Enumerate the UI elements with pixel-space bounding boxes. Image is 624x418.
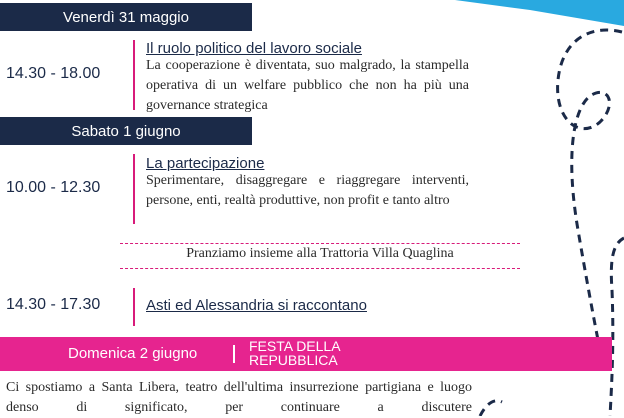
day-header-friday [0, 3, 252, 31]
session-title: Il ruolo politico del lavoro sociale [146, 40, 362, 57]
day-label: Venerdì 31 maggio [63, 8, 189, 26]
day-header-saturday [0, 117, 252, 145]
day-header-sunday [0, 337, 612, 371]
blue-corner-shape [455, 0, 624, 26]
session-time: 14.30 - 18.00 [6, 65, 101, 82]
session-time: 14.30 - 17.30 [6, 296, 101, 313]
session-title: La partecipazione [146, 155, 265, 172]
session-time: 10.00 - 12.30 [6, 179, 101, 196]
dashed-curve-right [610, 238, 624, 416]
session-divider [133, 40, 135, 110]
session-description: La cooperazione è diventata, suo malgrado, la stampella operativa di un welfare pubblico che non ha più una governance strategica [146, 58, 469, 113]
session-divider [133, 154, 135, 224]
day-label: Domenica 2 giugno [68, 345, 198, 362]
session-description: Sperimentare, disaggregare e riaggregare interventi, persone, enti, realtà produttive, non profit e tanto altro [146, 173, 469, 208]
session-divider [133, 288, 135, 326]
day-label: Sabato 1 giugno [71, 122, 181, 140]
closing-paragraph: Ci spostiamo a Santa Libera, teatro dell'ultima insurrezione partigiana e luogo denso di significato, per continuare a discutere [6, 380, 472, 415]
festa-label: FESTA DELLA REPUBBLICA [249, 338, 340, 368]
divider-dashed [120, 243, 520, 244]
divider-dashed [120, 268, 520, 269]
dashed-loop-bottom [480, 401, 502, 416]
dashed-loop-top [558, 30, 622, 350]
lunch-note: Pranziamo insieme alla Trattoria Villa Quaglina [186, 246, 454, 261]
band-separator [233, 345, 235, 363]
session-title: Asti ed Alessandria si raccontano [146, 297, 367, 314]
